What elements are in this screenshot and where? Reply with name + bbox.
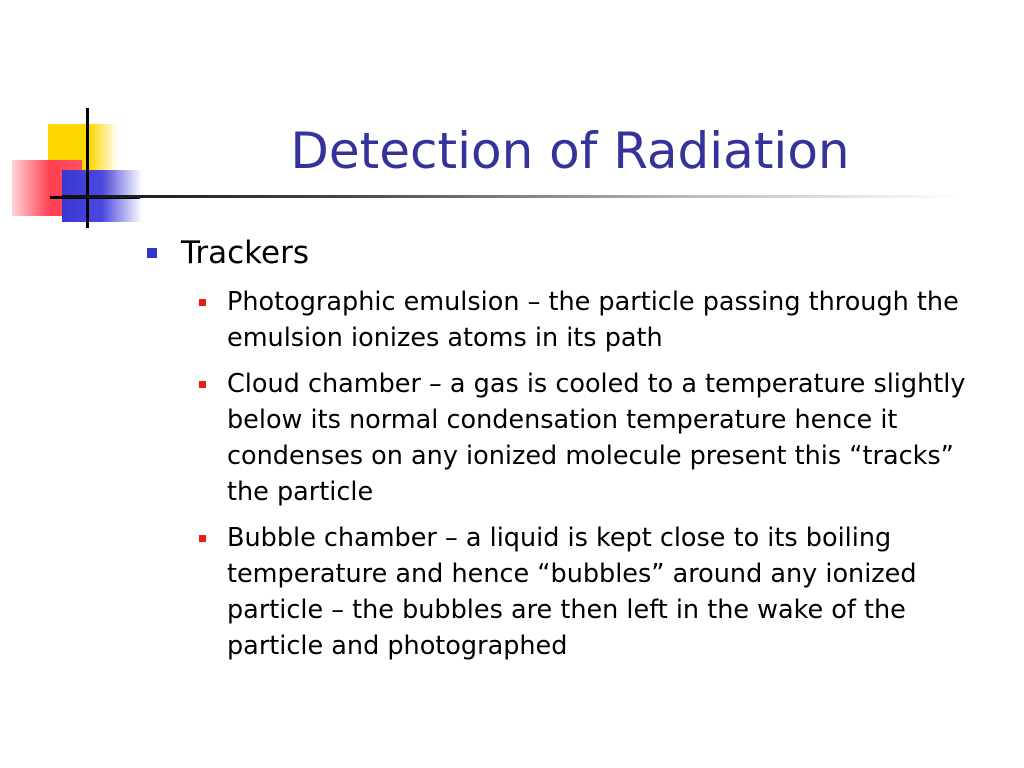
decorative-logo — [0, 100, 160, 240]
square-bullet-icon — [147, 248, 157, 258]
slide-content — [145, 232, 995, 674]
logo-vertical-line — [86, 108, 89, 228]
bullet-level1-item — [145, 232, 995, 274]
bullet-level2-text: Cloud chamber – a gas is cooled to a temperature slightly below its normal condensation temperature hence it condenses on any ionized molecule present this “tracks” the particle — [227, 369, 966, 507]
bullet-level2-item — [145, 366, 995, 510]
square-bullet-icon — [199, 381, 206, 388]
bullet-level2-text: Bubble chamber – a liquid is kept close to its boiling temperature and hence “bubbles” around any ionized particle – the bubbles are then left in the wake of the particle and photographed — [227, 523, 917, 661]
square-bullet-icon — [199, 535, 206, 542]
bullet-level2-item — [145, 520, 995, 664]
sub-bullet-list — [145, 284, 995, 664]
square-bullet-icon — [199, 299, 206, 306]
title-divider — [62, 195, 962, 198]
bullet-level1-text: Trackers — [181, 235, 309, 271]
bullet-level2-text: Photographic emulsion – the particle passing through the emulsion ionizes atoms in its path — [227, 287, 959, 353]
slide-title: Detection of Radiation — [290, 122, 850, 180]
bullet-level2-item — [145, 284, 995, 356]
